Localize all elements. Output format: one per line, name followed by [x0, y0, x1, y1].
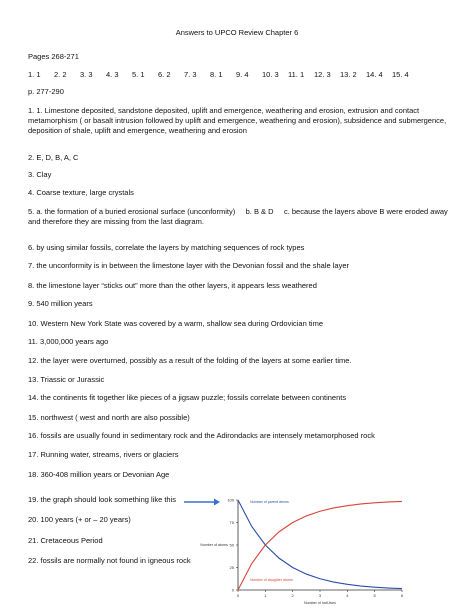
- answer-16: 16. fossils are usually found in sedimentary rock and the Adirondacks are intensely metamorphosed rock: [28, 431, 375, 440]
- answer-2: 2. E, D, B, A, C: [28, 153, 79, 162]
- x-tick-label: 3: [318, 593, 322, 598]
- answer-7: 7. the unconformity is in between the limestone layer with the Devonian fossil and the shale layer: [28, 261, 350, 270]
- answer-key-item: 14. 4: [366, 70, 383, 79]
- answer-10: 10. Western New York State was covered by a warm, shallow sea during Ordovician time: [28, 319, 323, 328]
- answer-8: 8. the limestone layer “sticks out” more than the other layers, it appears less weathered: [28, 281, 317, 290]
- answer-key-item: 5. 1: [132, 70, 145, 79]
- y-tick-label: 75: [229, 519, 234, 525]
- answer-9: 9. 540 million years: [28, 299, 93, 308]
- x-tick-label: 6: [400, 593, 404, 598]
- x-tick-label: 2: [291, 593, 294, 598]
- answer-15: 15. northwest ( west and north are also possible): [28, 413, 190, 422]
- answer-22: 22. fossils are normally not found in igneous rock: [28, 556, 191, 565]
- answer-17: 17. Running water, streams, rivers or glaciers: [28, 450, 179, 459]
- answer-key-item: 10. 3: [262, 70, 279, 79]
- y-tick-label: 50: [229, 542, 234, 548]
- x-tick-label: 0: [236, 593, 240, 598]
- series-line-0: [238, 500, 402, 589]
- answer-key-item: 7. 3: [184, 70, 197, 79]
- answer-4: 4. Coarse texture, large crystals: [28, 188, 134, 197]
- answer-13: 13. Triassic or Jurassic: [28, 375, 105, 384]
- series-label-daughter: Number of daughter atoms: [250, 578, 293, 582]
- answer-18: 18. 360-408 million years or Devonian Age: [28, 470, 170, 479]
- y-tick-label: 100: [227, 497, 234, 503]
- y-axis-label: Number of atoms: [200, 543, 228, 547]
- answer-14: 14. the continents fit together like pieces of a jigsaw puzzle; fossils correlate between continents: [28, 393, 347, 402]
- answer-key-item: 6. 2: [158, 70, 171, 79]
- x-tick-label: 4: [346, 593, 349, 598]
- pages-heading-1: Pages 268-271: [28, 52, 79, 61]
- answer-19: 19. the graph should look something like this: [28, 495, 177, 504]
- answer-21: 21. Cretaceous Period: [28, 536, 103, 545]
- answer-key-item: 3. 3: [80, 70, 93, 79]
- answer-key-item: 13. 2: [340, 70, 357, 79]
- half-life-chart: [186, 494, 422, 606]
- answer-1: 1. 1. Limestone deposited, sandstone deposited, uplift and emergence, weathering and erosion, extrusion and contact metamorphism ( or basalt intrusion followed by uplift and emergence, weathering and erosion), subsidence and submergence, deposition of shale, uplift and emergence, weathering and erosion: [28, 106, 447, 135]
- y-tick-label: 25: [229, 564, 234, 570]
- pages-heading-2: p. 277-290: [28, 87, 64, 96]
- series-label-parent: Number of parent atoms: [250, 500, 289, 504]
- answer-key-item: 1. 1: [28, 70, 41, 79]
- x-tick-label: 5: [373, 593, 376, 598]
- answer-5: 5. a. the formation of a buried erosional surface (unconformity) b. B & D c. because the layers above B were eroded away and therefore they are missing from the last diagram.: [28, 207, 450, 226]
- answer-20: 20. 100 years (+ or – 20 years): [28, 515, 131, 524]
- answer-key-item: 8. 1: [210, 70, 223, 79]
- y-tick-label: 0: [231, 587, 234, 593]
- answer-6: 6. by using similar fossils, correlate the layers by matching sequences of rock types: [28, 243, 305, 252]
- x-axis-label: Number of half-lives: [304, 601, 336, 605]
- document-title: Answers to UPCO Review Chapter 6: [175, 28, 299, 37]
- answer-key-item: 15. 4: [392, 70, 409, 79]
- answer-key-item: 11. 1: [288, 70, 305, 79]
- answer-key-item: 4. 3: [106, 70, 119, 79]
- series-line-1: [238, 501, 402, 590]
- answer-3: 3. Clay: [28, 170, 52, 179]
- answer-key-item: 9. 4: [236, 70, 249, 79]
- answer-12: 12. the layer were overturned, possibly as a result of the folding of the layers at some earlier time.: [28, 356, 352, 365]
- answer-key-item: 12. 3: [314, 70, 331, 79]
- answer-11: 11. 3,000,000 years ago: [28, 337, 109, 346]
- x-tick-label: 1: [264, 593, 267, 598]
- answer-key-item: 2. 2: [54, 70, 67, 79]
